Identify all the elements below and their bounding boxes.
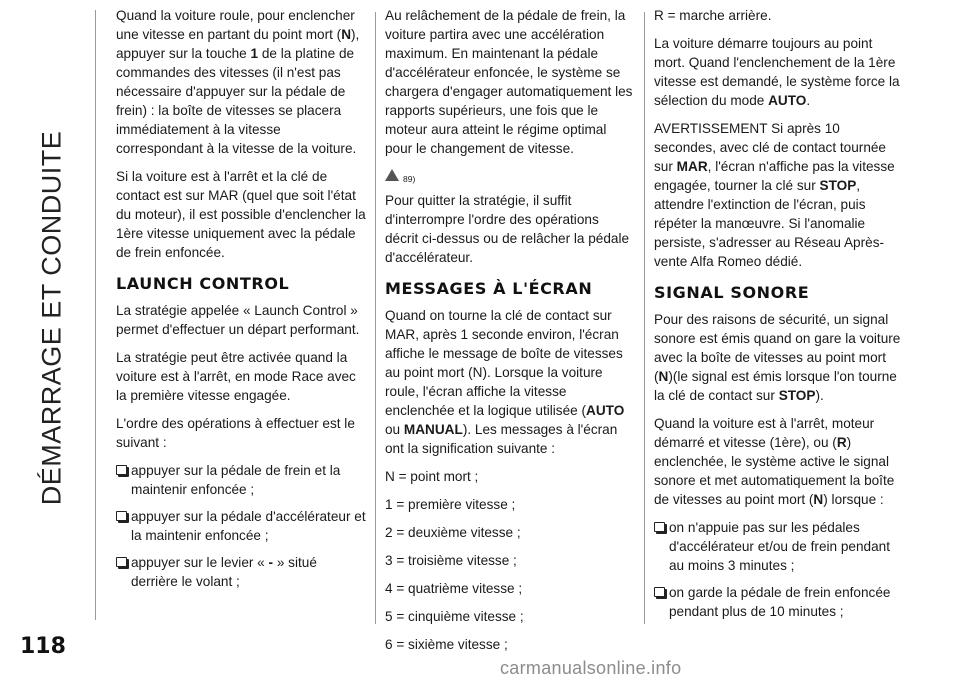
warning-paragraph: AVERTISSEMENT Si après 10 secondes, avec clé de contact tournée sur MAR, l'écran n'affiche pas la vitesse engagée, tourner la clé sur STOP, attendre l'extinction de l'écran, puis répéter la manœuvre. Si l'anomalie persiste, s'adresser au Réseau Après-vente Alfa Romeo dédié.	[654, 121, 895, 269]
list-item: appuyer sur la pédale de frein et la maintenir enfoncée ;	[116, 461, 366, 499]
gear-line: 6 = sixième vitesse ;	[385, 637, 508, 652]
watermark: carmanualsonline.info	[500, 658, 682, 678]
column-2	[385, 6, 635, 663]
paragraph: Quand la voiture roule, pour enclencher une vitesse en partant du point mort (N), appuyer sur la touche 1 de la platine de commandes des vitesses (il n'est pas nécessaire d'appuyer sur la pédale de frein) : la boîte de vitesses se placera immédiatement à la vitesse correspondant à la vitesse de la voiture.	[116, 8, 360, 156]
column-divider	[375, 12, 376, 624]
section-heading: MESSAGES À L'ÉCRAN	[385, 279, 593, 298]
gear-line: 2 = deuxième vitesse ;	[385, 525, 521, 540]
gear-line: 4 = quatrième vitesse ;	[385, 581, 523, 596]
checkbox-bullet-icon	[654, 587, 665, 597]
warning-reference	[385, 167, 635, 187]
paragraph: Quand la voiture est à l'arrêt, moteur démarré et vitesse (1ère), ou (R) enclenchée, le système active le signal sonore et met automatiquement la boîte de vitesses au point mort (N) lorsque :	[654, 416, 895, 507]
checkbox-bullet-icon	[116, 557, 127, 567]
paragraph: Si la voiture est à l'arrêt et la clé de contact est sur MAR (quel que soit l'état du moteur), il est possible d'enclencher la 1ère vitesse uniquement avec la pédale de frein enfoncée.	[116, 169, 366, 260]
sidebar-divider	[95, 10, 96, 620]
gear-line: 5 = cinquième vitesse ;	[385, 609, 524, 624]
paragraph: Pour quitter la stratégie, il suffit d'interrompre l'ordre des opérations décrit ci-dessus ou de relâcher la pédale d'accélérateur.	[385, 193, 630, 265]
section-title: DÉMARRAGE ET CONDUITE	[36, 130, 67, 506]
paragraph: La stratégie appelée « Launch Control » permet d'effectuer un départ performant.	[116, 303, 360, 337]
paragraph: Quand on tourne la clé de contact sur MAR, après 1 seconde environ, l'écran affiche le message de boîte de vitesses au point mort (N). Lorsque la voiture roule, l'écran affiche la vitesse enclenchée et la logique utilisée (AUTO ou MANUAL). Les messages à l'écran ont la signification suivante :	[385, 308, 625, 456]
gear-line: N = point mort ;	[385, 469, 479, 484]
column-divider	[644, 12, 645, 624]
gear-line: 1 = première vitesse ;	[385, 497, 516, 512]
paragraph: L'ordre des opérations à effectuer est le suivant :	[116, 416, 355, 450]
warning-reference-number: 89)	[403, 174, 416, 184]
paragraph: Au relâchement de la pédale de frein, la voiture partira avec une accélération maximum. En maintenant la pédale d'accélérateur enfoncée, le système se chargera d'engager automatiquement les rapports supérieurs, une fois que le moteur aura atteint le régime optimal pour le changement de vitesse.	[385, 8, 633, 156]
warning-triangle-icon	[385, 169, 399, 181]
column-1	[116, 6, 366, 599]
gear-line: 3 = troisième vitesse ;	[385, 553, 517, 568]
list-item: on n'appuie pas sur les pédales d'accélérateur et/ou de frein pendant au moins 3 minutes ;	[654, 518, 904, 575]
paragraph: R = marche arrière.	[654, 8, 772, 23]
list-item: appuyer sur le levier « - » situé derrière le volant ;	[116, 553, 366, 591]
checkbox-bullet-icon	[116, 511, 127, 521]
checkbox-bullet-icon	[116, 465, 127, 475]
paragraph: Pour des raisons de sécurité, un signal sonore est émis quand on gare la voiture avec la boîte de vitesses au point mort (N)(le signal est émis lorsque l'on tourne la clé de contact sur STOP).	[654, 312, 901, 403]
section-heading: LAUNCH CONTROL	[116, 274, 290, 293]
checkbox-bullet-icon	[654, 522, 665, 532]
paragraph: La voiture démarre toujours au point mort. Quand l'enclenchement de la 1ère vitesse est demandé, le système force la sélection du mode AUTO.	[654, 36, 900, 108]
column-3	[654, 6, 904, 629]
list-item: on garde la pédale de frein enfoncée pendant plus de 10 minutes ;	[654, 583, 904, 621]
list-item: appuyer sur la pédale d'accélérateur et la maintenir enfoncée ;	[116, 507, 366, 545]
paragraph: La stratégie peut être activée quand la voiture est à l'arrêt, en mode Race avec la première vitesse engagée.	[116, 350, 356, 403]
page-number: 118	[20, 634, 66, 659]
section-heading: SIGNAL SONORE	[654, 283, 810, 302]
